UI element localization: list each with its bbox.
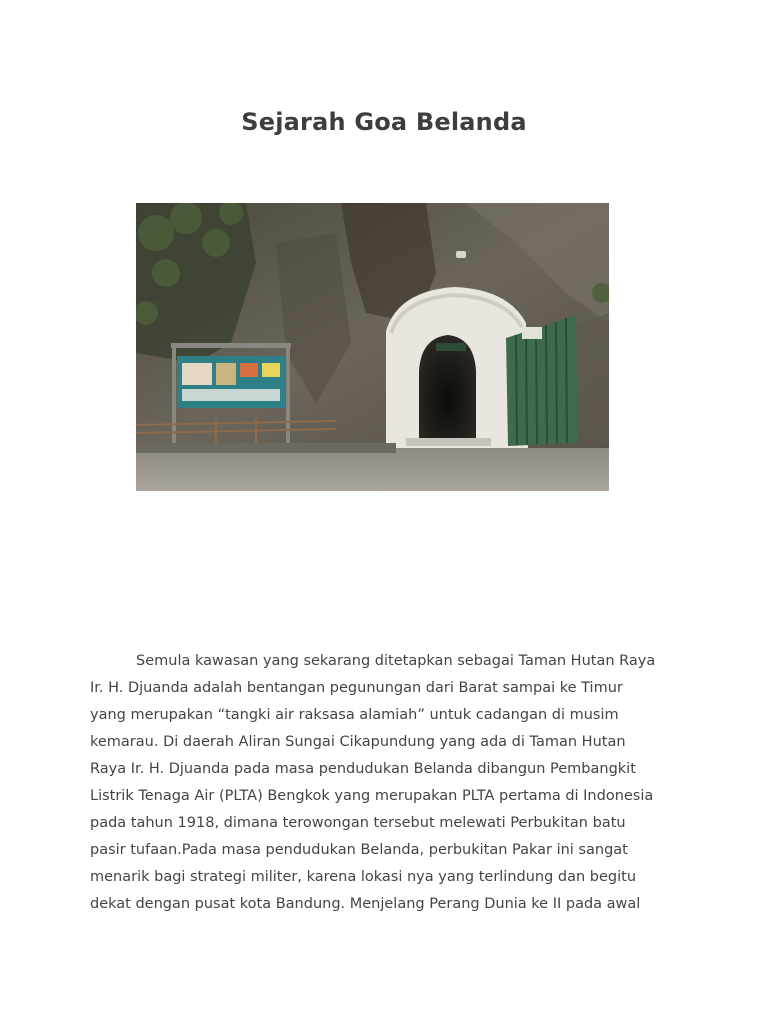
page-title: Sejarah Goa Belanda [241, 108, 527, 136]
paragraph-line: pasir tufaan.Pada masa pendudukan Belanda, perbukitan Pakar ini sangat [90, 842, 628, 858]
paragraph-line: Semula kawasan yang sekarang ditetapkan sebagai Taman Hutan Raya [136, 653, 656, 669]
paragraph-line: Listrik Tenaga Air (PLTA) Bengkok yang merupakan PLTA pertama di Indonesia [90, 788, 654, 804]
paragraph-line: menarik bagi strategi militer, karena lokasi nya yang terlindung dan begitu [90, 869, 637, 885]
paragraph-line: yang merupakan “tangki air raksasa alamiah” untuk cadangan di musim [90, 707, 619, 723]
paragraph-line: Raya Ir. H. Djuanda pada masa pendudukan Belanda dibangun Pembangkit [90, 761, 636, 777]
body-paragraph [90, 648, 690, 918]
paragraph-line: Ir. H. Djuanda adalah bentangan pegunungan dari Barat sampai ke Timur [90, 680, 623, 696]
paragraph-line: dekat dengan pusat kota Bandung. Menjelang Perang Dunia ke II pada awal [90, 896, 641, 912]
paragraph-line: pada tahun 1918, dimana terowongan tersebut melewati Perbukitan batu [90, 815, 626, 831]
paragraph-line: kemarau. Di daerah Aliran Sungai Cikapundung yang ada di Taman Hutan [90, 734, 626, 750]
cave-entrance-photo [136, 203, 609, 491]
